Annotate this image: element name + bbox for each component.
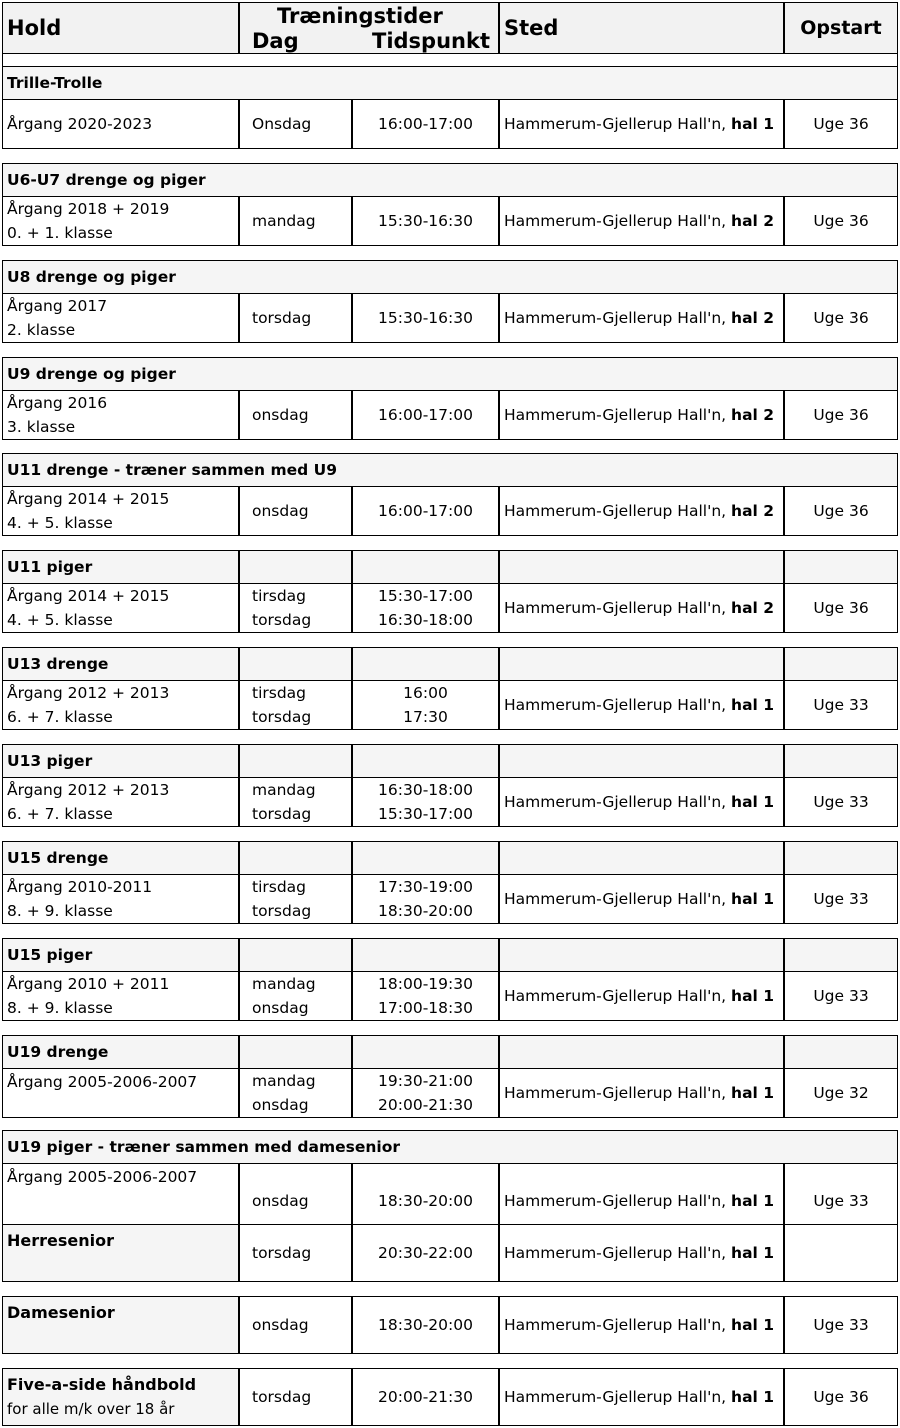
- senior-time-label: 20:30-22:00: [378, 1244, 473, 1262]
- group-time-2: 20:00-21:30: [378, 1096, 473, 1114]
- group-time-1: 16:30-18:00: [378, 781, 473, 799]
- group-title-blank: [352, 938, 499, 972]
- location-hal: hal 1: [731, 1244, 775, 1262]
- group-opstart: [784, 1068, 898, 1118]
- group-aargang: Årgang 2014 + 2015: [7, 490, 170, 508]
- group-title-label: U11 piger: [7, 558, 93, 576]
- senior-day: [239, 1296, 352, 1354]
- group-description: [2, 1068, 239, 1118]
- group-opstart: [784, 874, 898, 924]
- group-title-blank: [239, 1035, 352, 1069]
- group-klasse: 6. + 7. klasse: [7, 805, 113, 823]
- location-hal: hal 1: [731, 1388, 775, 1406]
- group-opstart: [784, 486, 898, 536]
- group-times: [352, 971, 499, 1021]
- group-klasse: 4. + 5. klasse: [7, 611, 113, 629]
- group-times: [352, 874, 499, 924]
- header-tidspunkt-label: Tidspunkt: [372, 29, 490, 53]
- location-name: Hammerum-Gjellerup Hall'n,: [504, 1244, 727, 1262]
- group-klasse: 8. + 9. klasse: [7, 999, 113, 1017]
- group-description: [2, 971, 239, 1021]
- group-title-blank: [239, 938, 352, 972]
- group-times: [352, 293, 499, 343]
- group-title-blank: [499, 744, 784, 778]
- group-title-blank: [784, 647, 898, 681]
- location-hal: hal 1: [731, 1084, 775, 1102]
- group-days: [239, 680, 352, 730]
- group-day-1: onsdag: [252, 406, 309, 424]
- group-days: [239, 99, 352, 149]
- group-title-blank: [352, 550, 499, 584]
- group-klasse: 0. + 1. klasse: [7, 224, 113, 242]
- group-aargang: Årgang 2005-2006-2007: [7, 1073, 198, 1091]
- group-location: [499, 777, 784, 827]
- senior-opstart: [784, 1224, 898, 1282]
- group-location: [499, 390, 784, 440]
- senior-title: Herresenior: [7, 1231, 115, 1250]
- group-days: [239, 971, 352, 1021]
- group-title-blank: [499, 938, 784, 972]
- group-time-1: 16:00-17:00: [378, 406, 473, 424]
- group-location: [499, 874, 784, 924]
- senior-time: [352, 1368, 499, 1426]
- header-dag-label: Dag: [252, 29, 299, 53]
- group-time-2: 15:30-17:00: [378, 805, 473, 823]
- header-opstart: [784, 2, 898, 54]
- location-name: Hammerum-Gjellerup Hall'n,: [504, 890, 727, 908]
- group-opstart-label: Uge 36: [813, 406, 869, 424]
- group-description: [2, 99, 239, 149]
- group-opstart: [784, 196, 898, 246]
- group-description: [2, 293, 239, 343]
- group-time-2: 17:30: [403, 708, 448, 726]
- group-aargang: Årgang 2018 + 2019: [7, 200, 170, 218]
- header-spacer: [2, 53, 898, 67]
- group-time-1: 15:30-16:30: [378, 309, 473, 327]
- group-klasse: 8. + 9. klasse: [7, 902, 113, 920]
- group-opstart: [784, 1163, 898, 1225]
- location-hal: hal 2: [731, 502, 775, 520]
- group-day-2: torsdag: [252, 902, 312, 920]
- group-aargang: Årgang 2010 + 2011: [7, 975, 170, 993]
- senior-opstart-label: Uge 33: [813, 1316, 869, 1334]
- location-name: Hammerum-Gjellerup Hall'n,: [504, 1192, 727, 1210]
- group-title-label: U19 piger - træner sammen med damesenior: [7, 1138, 401, 1156]
- group-title-blank: [499, 1035, 784, 1069]
- group-days: [239, 293, 352, 343]
- group-aargang: Årgang 2012 + 2013: [7, 684, 170, 702]
- group-time-1: 16:00-17:00: [378, 115, 473, 133]
- group-days: [239, 196, 352, 246]
- group-title-blank: [352, 841, 499, 875]
- group-day-2: torsdag: [252, 805, 312, 823]
- group-days: [239, 486, 352, 536]
- senior-day: [239, 1224, 352, 1282]
- group-title-label: Trille-Trolle: [7, 74, 103, 92]
- location-hal: hal 1: [731, 793, 775, 811]
- group-opstart: [784, 971, 898, 1021]
- group-time-1: 18:00-19:30: [378, 975, 473, 993]
- group-day-1: onsdag: [252, 502, 309, 520]
- senior-title-cell: [2, 1296, 239, 1354]
- group-title-blank: [784, 938, 898, 972]
- location-hal: hal 1: [731, 1192, 775, 1210]
- senior-day-label: onsdag: [252, 1316, 309, 1334]
- location-name: Hammerum-Gjellerup Hall'n,: [504, 599, 727, 617]
- group-title-label: U15 drenge: [7, 849, 109, 867]
- group-title-blank: [239, 841, 352, 875]
- senior-day-label: torsdag: [252, 1388, 312, 1406]
- group-title-blank: [784, 550, 898, 584]
- group-time-2: 16:30-18:00: [378, 611, 473, 629]
- group-title: [2, 1130, 898, 1164]
- group-days: [239, 777, 352, 827]
- group-description: [2, 1163, 239, 1225]
- header-hold-label: Hold: [7, 16, 62, 40]
- group-title-blank: [499, 647, 784, 681]
- group-times: [352, 680, 499, 730]
- senior-time-label: 20:00-21:30: [378, 1388, 473, 1406]
- group-title-label: U15 piger: [7, 946, 93, 964]
- group-opstart: [784, 680, 898, 730]
- group-day-2: onsdag: [252, 999, 309, 1017]
- group-opstart: [784, 99, 898, 149]
- location-name: Hammerum-Gjellerup Hall'n,: [504, 115, 727, 133]
- senior-day: [239, 1368, 352, 1426]
- group-days: [239, 1163, 352, 1225]
- location-name: Hammerum-Gjellerup Hall'n,: [504, 696, 727, 714]
- group-title-blank: [352, 1035, 499, 1069]
- senior-time: [352, 1224, 499, 1282]
- header-sted-label: Sted: [504, 16, 559, 40]
- group-aargang: Årgang 2016: [7, 394, 108, 412]
- group-opstart-label: Uge 36: [813, 599, 869, 617]
- group-time-2: 17:00-18:30: [378, 999, 473, 1017]
- group-times: [352, 1068, 499, 1118]
- group-title-blank: [352, 647, 499, 681]
- group-day-1: Onsdag: [252, 115, 312, 133]
- group-title: [2, 938, 239, 972]
- header-sted: [499, 2, 784, 54]
- header-hold: [2, 2, 239, 54]
- group-title-label: U19 drenge: [7, 1043, 109, 1061]
- group-day-1: torsdag: [252, 309, 312, 327]
- group-location: [499, 1163, 784, 1225]
- location-name: Hammerum-Gjellerup Hall'n,: [504, 1388, 727, 1406]
- group-opstart-label: Uge 36: [813, 212, 869, 230]
- location-hal: hal 1: [731, 115, 775, 133]
- group-opstart-label: Uge 36: [813, 502, 869, 520]
- group-time-1: 17:30-19:00: [378, 878, 473, 896]
- group-title-blank: [784, 1035, 898, 1069]
- group-opstart: [784, 777, 898, 827]
- group-time-1: 16:00-17:00: [378, 502, 473, 520]
- group-time-1: 15:30-16:30: [378, 212, 473, 230]
- group-opstart-label: Uge 33: [813, 793, 869, 811]
- group-title-blank: [352, 744, 499, 778]
- group-location: [499, 99, 784, 149]
- senior-day-label: torsdag: [252, 1244, 312, 1262]
- senior-location: [499, 1368, 784, 1426]
- group-title-blank: [239, 550, 352, 584]
- group-day-2: torsdag: [252, 611, 312, 629]
- location-hal: hal 2: [731, 212, 775, 230]
- group-time-1: 18:30-20:00: [378, 1192, 473, 1210]
- group-description: [2, 583, 239, 633]
- group-times: [352, 196, 499, 246]
- senior-title: Damesenior: [7, 1303, 115, 1322]
- group-aargang: Årgang 2014 + 2015: [7, 587, 170, 605]
- header-opstart-label: Opstart: [800, 17, 882, 39]
- group-aargang: Årgang 2005-2006-2007: [7, 1168, 198, 1186]
- group-day-1: mandag: [252, 1072, 316, 1090]
- group-location: [499, 1068, 784, 1118]
- group-description: [2, 777, 239, 827]
- group-title: [2, 163, 898, 197]
- location-name: Hammerum-Gjellerup Hall'n,: [504, 502, 727, 520]
- group-klasse: 3. klasse: [7, 418, 76, 436]
- group-opstart: [784, 293, 898, 343]
- senior-opstart-label: Uge 36: [813, 1388, 869, 1406]
- location-hal: hal 2: [731, 309, 775, 327]
- senior-time-label: 18:30-20:00: [378, 1316, 473, 1334]
- group-times: [352, 486, 499, 536]
- group-description: [2, 486, 239, 536]
- group-title: [2, 647, 239, 681]
- group-title-label: U13 piger: [7, 752, 93, 770]
- group-opstart-label: Uge 36: [813, 309, 869, 327]
- group-location: [499, 293, 784, 343]
- group-title-blank: [239, 744, 352, 778]
- group-aargang: Årgang 2010-2011: [7, 878, 153, 896]
- group-time-1: 16:00: [403, 684, 448, 702]
- group-days: [239, 583, 352, 633]
- senior-location: [499, 1296, 784, 1354]
- group-description: [2, 874, 239, 924]
- group-times: [352, 777, 499, 827]
- senior-title-cell: [2, 1224, 239, 1282]
- group-time-1: 19:30-21:00: [378, 1072, 473, 1090]
- group-title: [2, 260, 898, 294]
- location-name: Hammerum-Gjellerup Hall'n,: [504, 212, 727, 230]
- location-name: Hammerum-Gjellerup Hall'n,: [504, 1316, 727, 1334]
- group-opstart-label: Uge 32: [813, 1084, 869, 1102]
- senior-opstart: [784, 1368, 898, 1426]
- group-title: [2, 66, 898, 100]
- group-opstart-label: Uge 33: [813, 890, 869, 908]
- senior-title-cell: [2, 1368, 239, 1426]
- group-day-1: tirsdag: [252, 587, 307, 605]
- group-description: [2, 390, 239, 440]
- group-opstart-label: Uge 36: [813, 115, 869, 133]
- group-opstart-label: Uge 33: [813, 987, 869, 1005]
- group-title-label: U8 drenge og piger: [7, 268, 176, 286]
- location-hal: hal 2: [731, 599, 775, 617]
- group-location: [499, 583, 784, 633]
- group-days: [239, 390, 352, 440]
- group-days: [239, 874, 352, 924]
- group-times: [352, 583, 499, 633]
- group-title: [2, 453, 898, 487]
- group-title-label: U6-U7 drenge og piger: [7, 171, 206, 189]
- group-klasse: 6. + 7. klasse: [7, 708, 113, 726]
- group-day-2: onsdag: [252, 1096, 309, 1114]
- group-time-1: 15:30-17:00: [378, 587, 473, 605]
- senior-location: [499, 1224, 784, 1282]
- group-title: [2, 1035, 239, 1069]
- group-aargang: Årgang 2017: [7, 297, 108, 315]
- group-location: [499, 196, 784, 246]
- header-traeningstider: [239, 2, 499, 54]
- senior-subtitle: for alle m/k over 18 år: [7, 1400, 175, 1418]
- group-day-1: onsdag: [252, 1192, 309, 1210]
- group-days: [239, 1068, 352, 1118]
- group-aargang: Årgang 2020-2023: [7, 115, 153, 133]
- group-klasse: 4. + 5. klasse: [7, 514, 113, 532]
- group-title-blank: [784, 744, 898, 778]
- group-times: [352, 390, 499, 440]
- location-hal: hal 1: [731, 890, 775, 908]
- group-opstart-label: Uge 33: [813, 1192, 869, 1210]
- location-name: Hammerum-Gjellerup Hall'n,: [504, 309, 727, 327]
- group-opstart-label: Uge 33: [813, 696, 869, 714]
- location-name: Hammerum-Gjellerup Hall'n,: [504, 987, 727, 1005]
- group-times: [352, 1163, 499, 1225]
- group-title-blank: [784, 841, 898, 875]
- location-name: Hammerum-Gjellerup Hall'n,: [504, 406, 727, 424]
- group-times: [352, 99, 499, 149]
- group-location: [499, 486, 784, 536]
- group-title-label: U11 drenge - træner sammen med U9: [7, 461, 338, 479]
- group-title: [2, 841, 239, 875]
- group-location: [499, 971, 784, 1021]
- senior-time: [352, 1296, 499, 1354]
- group-day-2: torsdag: [252, 708, 312, 726]
- location-hal: hal 2: [731, 406, 775, 424]
- group-location: [499, 680, 784, 730]
- group-title-blank: [499, 550, 784, 584]
- senior-opstart: [784, 1296, 898, 1354]
- group-title-label: U13 drenge: [7, 655, 109, 673]
- group-title-blank: [239, 647, 352, 681]
- location-hal: hal 1: [731, 987, 775, 1005]
- group-day-1: tirsdag: [252, 878, 307, 896]
- group-day-1: mandag: [252, 781, 316, 799]
- group-opstart: [784, 390, 898, 440]
- location-hal: hal 1: [731, 696, 775, 714]
- senior-title: Five-a-side håndbold: [7, 1375, 197, 1394]
- group-aargang: Årgang 2012 + 2013: [7, 781, 170, 799]
- group-day-1: tirsdag: [252, 684, 307, 702]
- header-traeningstider-label: Træningstider: [277, 4, 443, 28]
- group-title: [2, 744, 239, 778]
- group-day-1: mandag: [252, 212, 316, 230]
- group-description: [2, 680, 239, 730]
- group-time-2: 18:30-20:00: [378, 902, 473, 920]
- location-hal: hal 1: [731, 1316, 775, 1334]
- group-title: [2, 357, 898, 391]
- group-opstart: [784, 583, 898, 633]
- group-description: [2, 196, 239, 246]
- group-day-1: mandag: [252, 975, 316, 993]
- group-title-blank: [499, 841, 784, 875]
- group-klasse: 2. klasse: [7, 321, 76, 339]
- location-name: Hammerum-Gjellerup Hall'n,: [504, 1084, 727, 1102]
- group-title: [2, 550, 239, 584]
- group-title-label: U9 drenge og piger: [7, 365, 176, 383]
- location-name: Hammerum-Gjellerup Hall'n,: [504, 793, 727, 811]
